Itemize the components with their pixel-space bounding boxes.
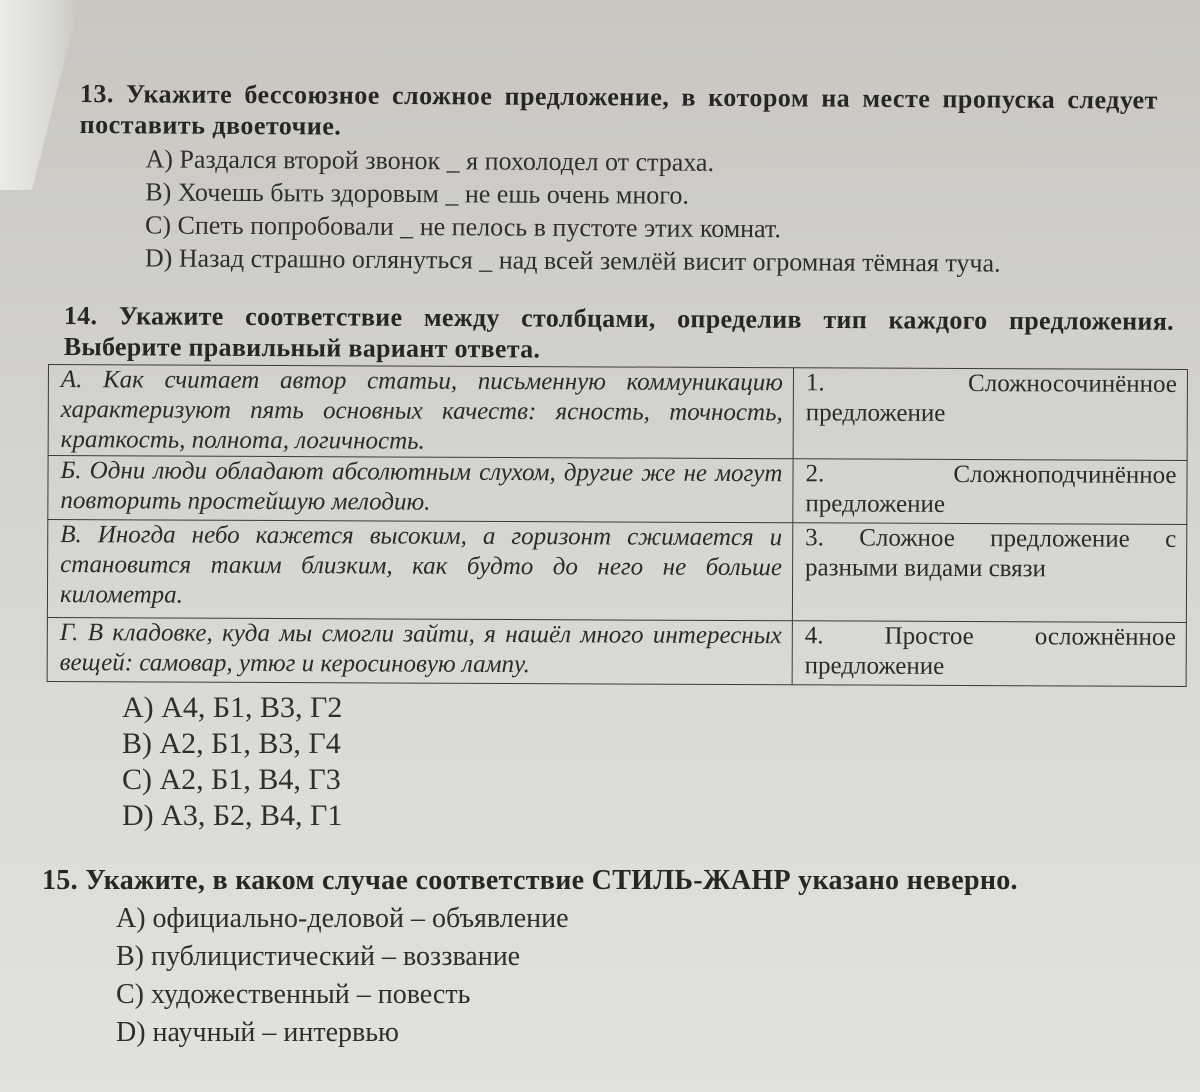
question-13	[79, 78, 1158, 281]
sentence-type-2: 2. Сложноподчинённое предложение	[793, 459, 1187, 525]
question-13-title: 13. Укажите бессоюзное сложное предложение, в котором на месте пропуска следует поставить двоеточие.	[79, 78, 1158, 141]
table-row	[48, 365, 1187, 461]
question-14-answers	[122, 690, 342, 834]
sentence-type-4: 4. Простое осложнённое предложение	[792, 621, 1186, 687]
question-13-options	[145, 142, 1158, 280]
question-15	[42, 864, 1172, 1052]
table-row	[48, 456, 1187, 525]
question-13-option-a: А) Раздался второй звонок _ я похолодел от страха.	[145, 144, 715, 177]
sentence-b: Б. Одни люди обладают абсолютным слухом, другие же не могут повторить простейшую мелодию.	[48, 456, 793, 523]
question-14-answer-c: C) А2, Б1, В4, Г3	[122, 763, 341, 796]
question-15-option-a: A) официально-деловой – объявление	[116, 903, 569, 934]
question-14-answer-d: D) А3, Б2, В4, Г1	[122, 799, 343, 832]
question-14-answer-b: B) А2, Б1, В3, Г4	[122, 727, 341, 760]
sentence-type-3: 3. Сложное предложение с разными видами связи	[792, 523, 1186, 623]
sentence-d: Г. В кладовке, куда мы смогли зайти, я нашёл много интересных вещей: самовар, утюг и керосиновую лампу.	[47, 617, 792, 684]
sentence-c: В. Иногда небо кажется высоким, а горизонт сжимается и становится таким близким, как будто до него не больше километра.	[47, 520, 792, 621]
paper-edge-shadow	[0, 0, 80, 190]
question-13-option-b: B) Хочешь быть здоровым _ не ешь очень много.	[145, 177, 689, 210]
sentence-type-1: 1. Сложносочинённое предложение	[793, 368, 1187, 461]
question-15-option-b: B) публицистический – воззвание	[116, 941, 521, 972]
question-14-title: 14. Укажите соответствие между столбцами, определив тип каждого предложения. Выберите правильный вариант ответа.	[63, 301, 1174, 364]
question-14-answer-a: A) А4, Б1, В3, Г2	[122, 691, 343, 724]
question-15-options	[116, 900, 1172, 1052]
question-13-option-d: D) Назад страшно оглянуться _ над всей землёй висит огромная тёмная туча.	[144, 243, 1001, 278]
sentence-a: А. Как считает автор статьи, письменную коммуникацию характеризуют пять основных качеств: ясность, точность, краткость, полнота, логичность.	[48, 365, 793, 459]
question-14	[64, 300, 1174, 368]
question-15-option-d: D) научный – интервью	[116, 1017, 399, 1048]
matching-table	[47, 364, 1188, 687]
question-13-option-c: C) Спеть попробовали _ не пелось в пустоте этих комнат.	[145, 210, 781, 244]
table-row	[47, 617, 1186, 686]
table-row	[47, 520, 1186, 623]
question-15-title: 15. Укажите, в каком случае соответствие СТИЛЬ-ЖАНР указано неверно.	[42, 865, 1018, 896]
question-15-option-c: C) художественный – повесть	[116, 979, 471, 1010]
